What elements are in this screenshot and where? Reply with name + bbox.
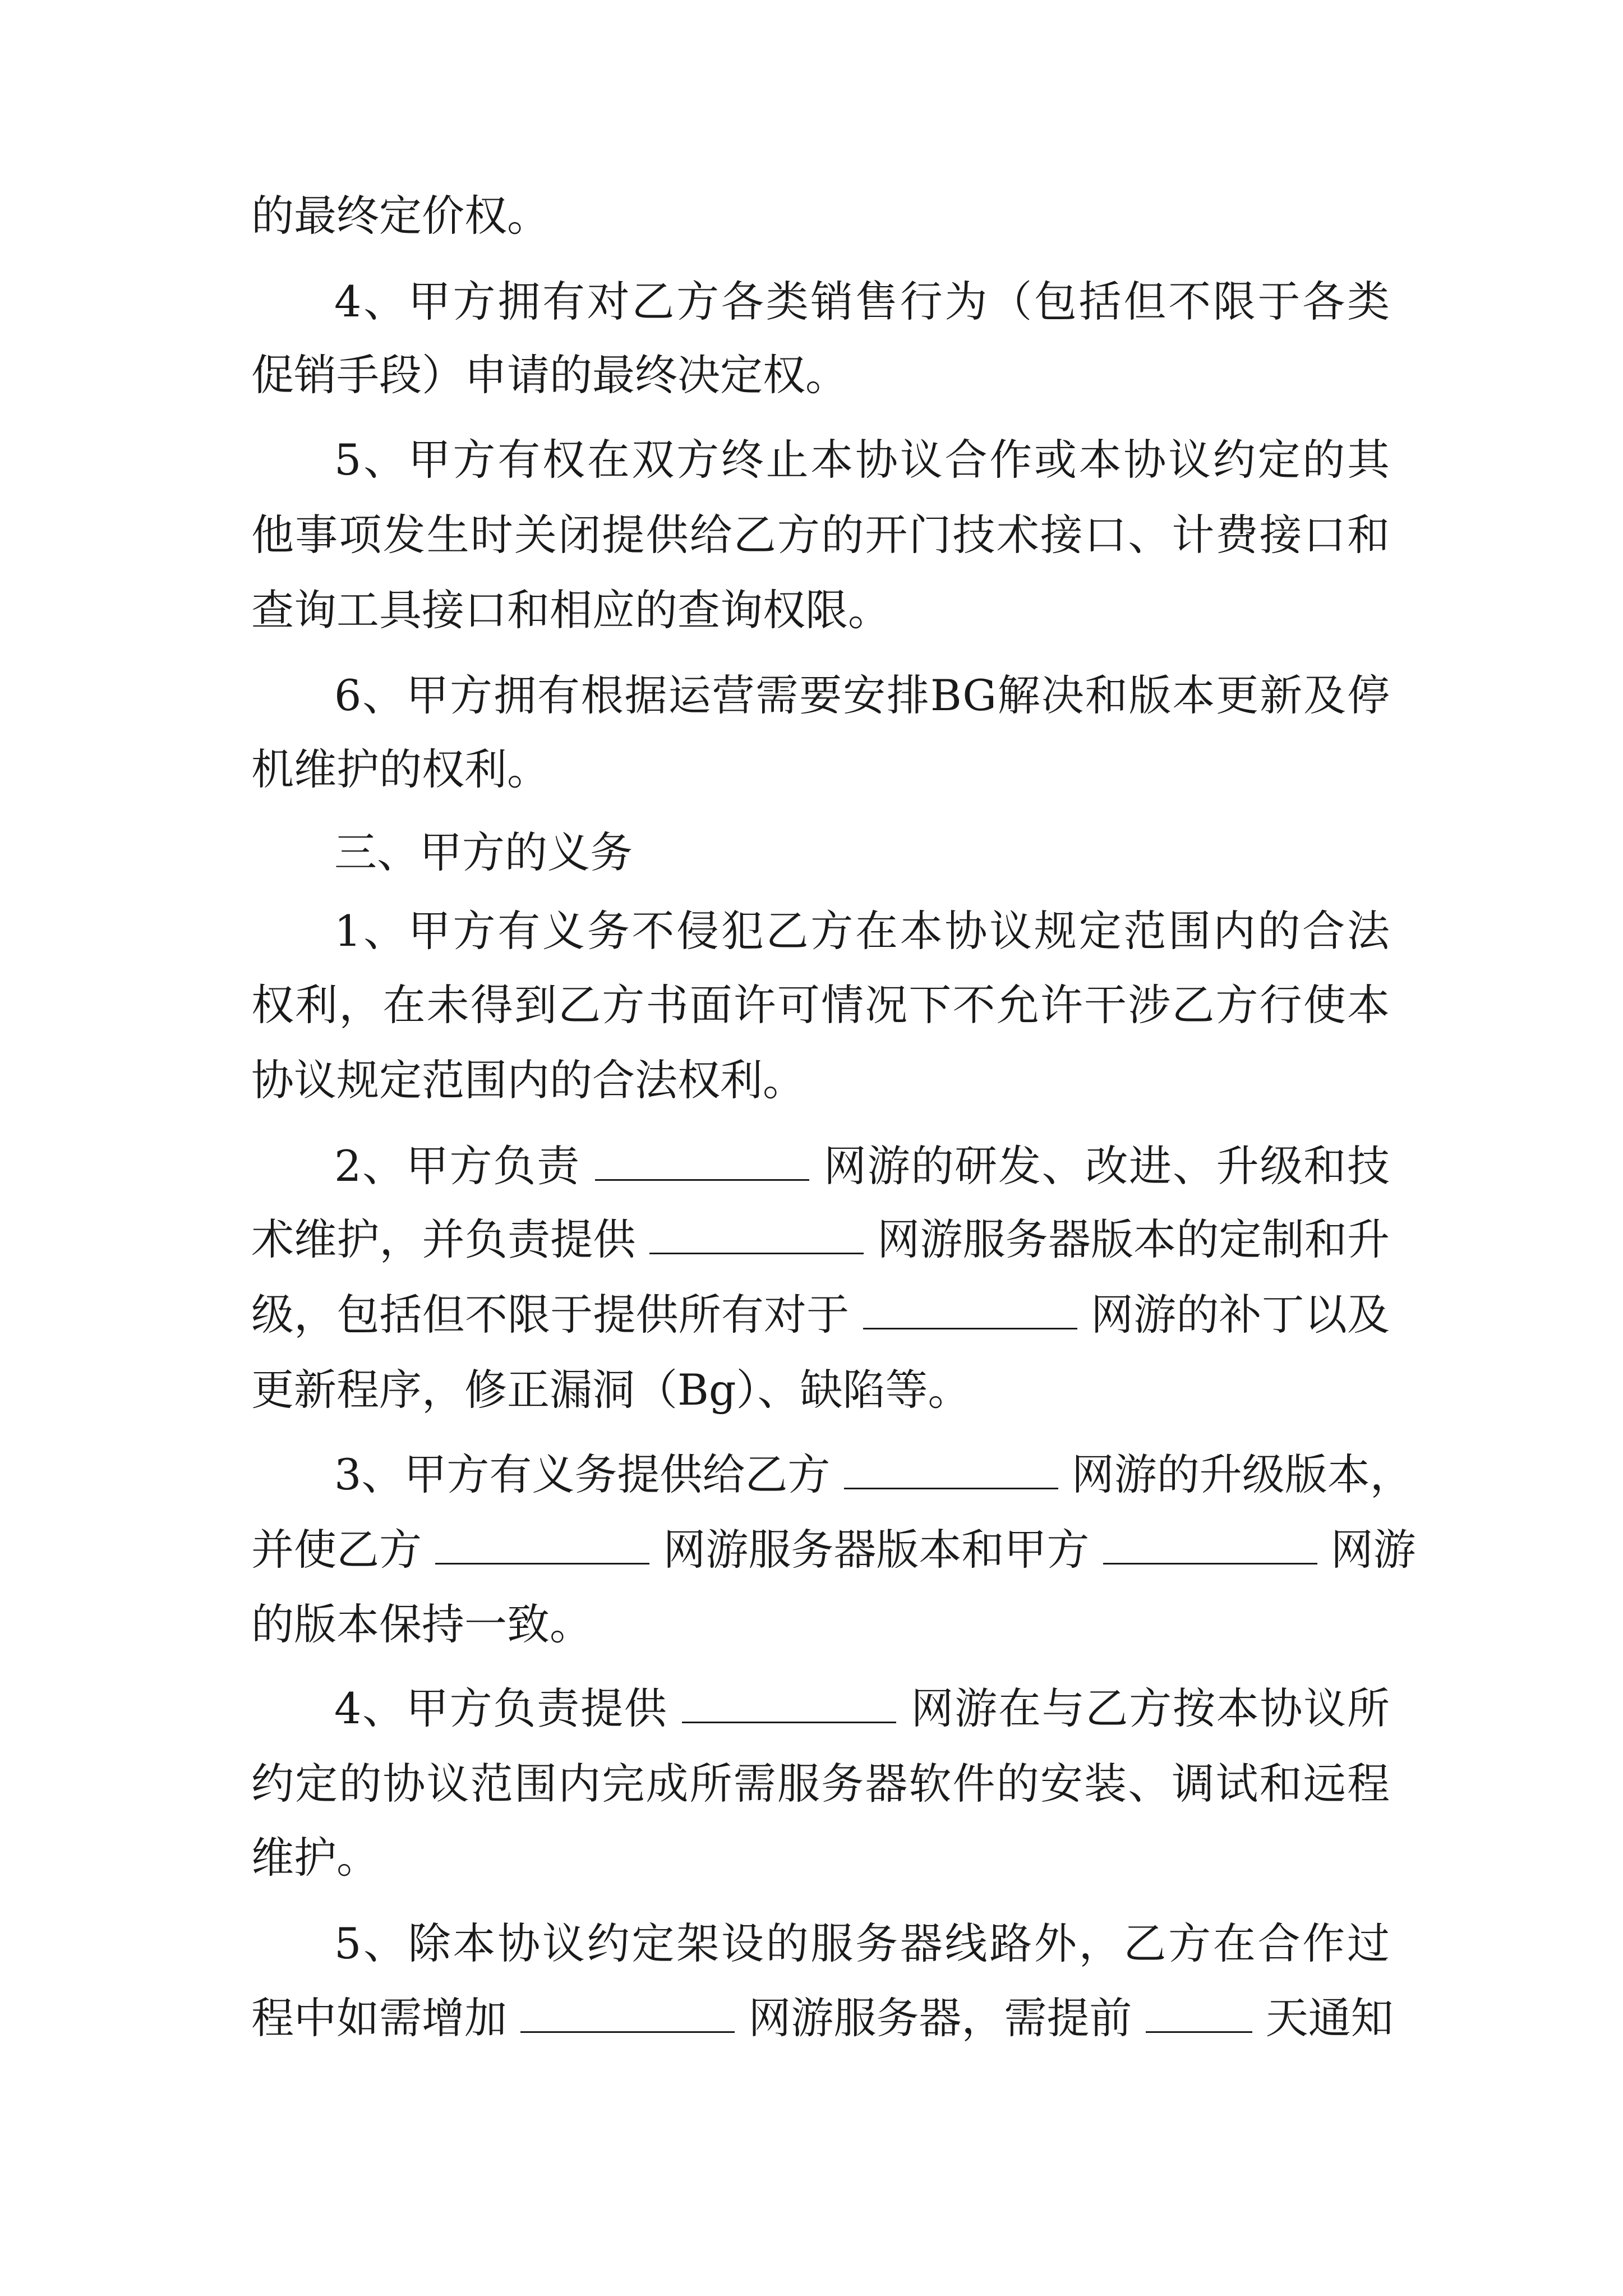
paragraph-line bbox=[251, 1830, 1390, 1886]
paragraph-line bbox=[251, 1596, 1390, 1653]
text-run: 4、甲方拥有对乙方各类销售行为（包括但不限于各类 bbox=[334, 277, 1390, 326]
text-run: 6、甲方拥有根据运营需要安排BG解决和版本更新及停 bbox=[334, 670, 1390, 720]
paragraph-line bbox=[334, 1138, 1390, 1194]
text-run: 他事项发生时关闭提供给乙方的开门技术接口、计费接口和 bbox=[251, 510, 1390, 560]
text-run: 协议规定范围内的合法权利。 bbox=[251, 1055, 805, 1105]
fill-in-blank bbox=[863, 1293, 1077, 1329]
paragraph-line bbox=[334, 903, 1390, 959]
paragraph-line bbox=[251, 742, 1390, 798]
paragraph-line bbox=[334, 274, 1390, 330]
fill-in-blank bbox=[1103, 1528, 1317, 1565]
fill-in-blank bbox=[435, 1528, 649, 1565]
paragraph-line bbox=[251, 1212, 1390, 1268]
text-run: 更新程序，修正漏洞（Bg）、缺陷等。 bbox=[251, 1365, 971, 1415]
paragraph-line bbox=[251, 1522, 1416, 1578]
paragraph-line bbox=[334, 1447, 1413, 1503]
text-run: 5、除本协议约定架设的服务器线路外，乙方在合作过 bbox=[334, 1918, 1390, 1968]
text-run: 的最终定价权。 bbox=[251, 191, 550, 241]
paragraph-line bbox=[251, 977, 1390, 1033]
paragraph-line bbox=[334, 1916, 1390, 1972]
text-run: 网游 bbox=[1330, 1525, 1416, 1575]
fill-in-blank bbox=[520, 1996, 735, 2033]
text-run: 网游在与乙方按本协议所 bbox=[911, 1683, 1390, 1733]
text-run: 促销手段）申请的最终决定权。 bbox=[251, 350, 848, 400]
text-run: 约定的协议范围内完成所需服务器软件的安装、调试和远程 bbox=[251, 1759, 1390, 1809]
fill-in-blank bbox=[595, 1144, 809, 1181]
text-run: 网游的补丁以及 bbox=[1090, 1290, 1390, 1340]
text-run: 术维护，并负责提供 bbox=[251, 1214, 636, 1264]
text-run: 网游的研发、改进、升级和技 bbox=[823, 1141, 1390, 1191]
text-run: 5、甲方有权在双方终止本协议合作或本协议约定的其 bbox=[334, 435, 1390, 485]
text-run: 网游服务器版本和甲方 bbox=[663, 1525, 1090, 1575]
text-run: 3、甲方有义务提供给乙方 bbox=[334, 1450, 831, 1499]
text-run: 级，包括但不限于提供所有对于 bbox=[251, 1290, 850, 1340]
fill-in-blank bbox=[682, 1687, 896, 1723]
text-run: 查询工具接口和相应的查询权限。 bbox=[251, 585, 891, 635]
paragraph-line bbox=[334, 432, 1390, 488]
text-run: 维护。 bbox=[251, 1833, 379, 1883]
text-run: 2、甲方负责 bbox=[334, 1141, 580, 1191]
text-run: 并使乙方 bbox=[251, 1525, 422, 1575]
text-run: 天通知 bbox=[1265, 1993, 1394, 2043]
paragraph-line bbox=[251, 1990, 1394, 2046]
paragraph-line bbox=[334, 1681, 1390, 1737]
paragraph-line bbox=[251, 1052, 1390, 1108]
text-run: 机维护的权利。 bbox=[251, 744, 550, 794]
text-run: 程中如需增加 bbox=[251, 1993, 507, 2043]
text-run: 网游服务器，需提前 bbox=[748, 1993, 1132, 2043]
text-run: 网游的升级版本， bbox=[1071, 1450, 1413, 1499]
text-run: 4、甲方负责提供 bbox=[334, 1683, 668, 1733]
paragraph-line bbox=[251, 347, 1390, 403]
paragraph-line bbox=[251, 507, 1390, 563]
text-run: 三、甲方的义务 bbox=[334, 827, 633, 877]
paragraph-line bbox=[251, 582, 1390, 638]
text-run: 的版本保持一致。 bbox=[251, 1599, 592, 1649]
paragraph-line bbox=[251, 188, 1390, 244]
text-run: 权利，在未得到乙方书面许可情况下不允许干涉乙方行使本 bbox=[251, 980, 1390, 1030]
paragraph-line bbox=[251, 1287, 1390, 1343]
paragraph-line bbox=[251, 1756, 1390, 1812]
text-run: 1、甲方有义务不侵犯乙方在本协议规定范围内的合法 bbox=[334, 906, 1390, 956]
section-heading bbox=[334, 825, 1390, 881]
paragraph-line bbox=[334, 668, 1390, 724]
paragraph-line bbox=[251, 1362, 1390, 1418]
fill-in-blank bbox=[649, 1218, 864, 1254]
text-run: 网游服务器版本的定制和升 bbox=[877, 1214, 1390, 1264]
fill-in-blank bbox=[1146, 1996, 1252, 2033]
fill-in-blank bbox=[844, 1453, 1058, 1489]
